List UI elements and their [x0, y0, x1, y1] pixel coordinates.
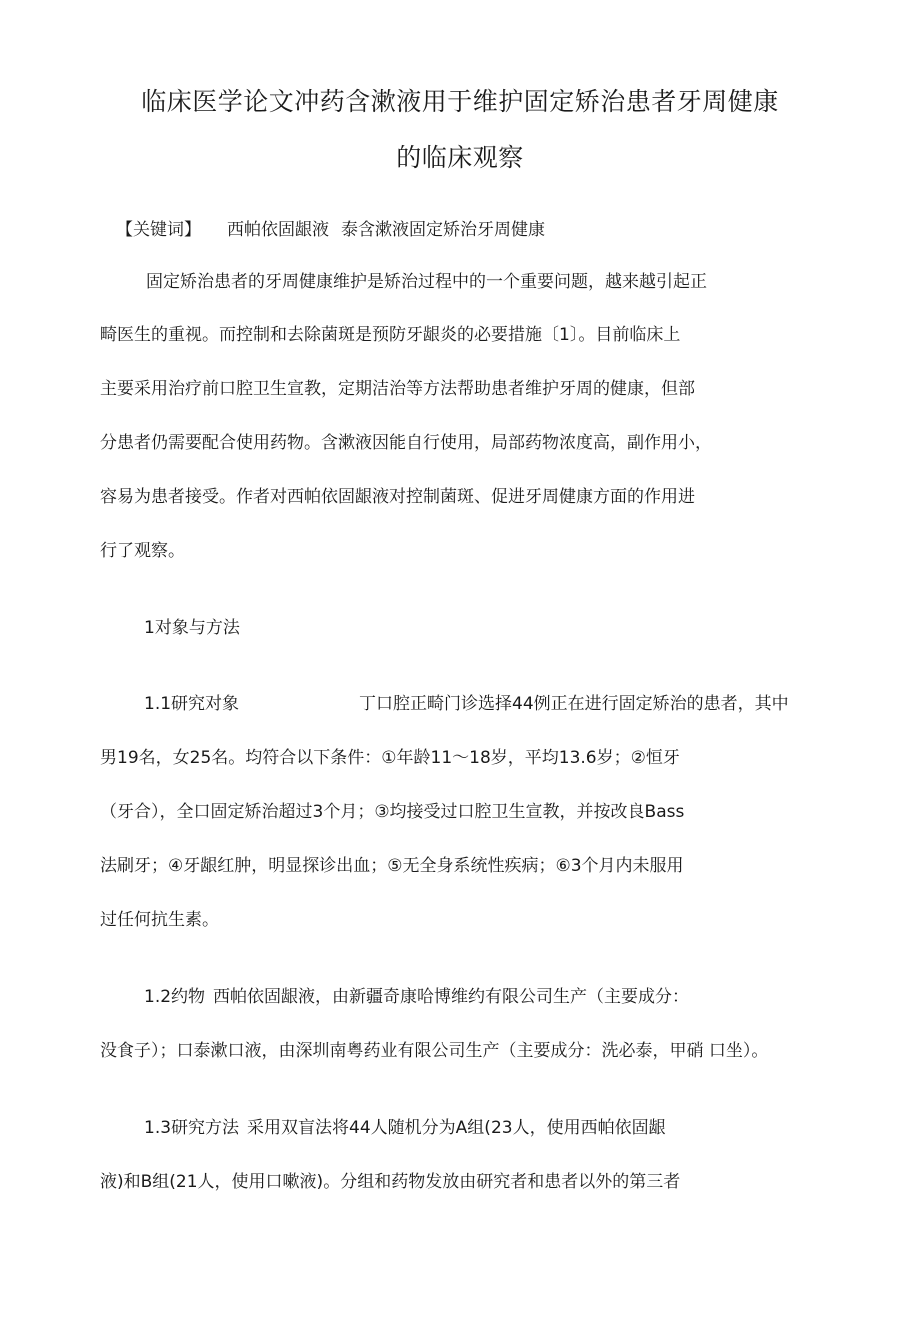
subsection-1-1-line: （牙合），全口固定矫治超过3个月；③均接受过口腔卫生宣教，并按改良Bass [100, 802, 685, 822]
keywords-terms-1: 西帕依固龈液 [227, 220, 329, 240]
subsection-1-2-text: 西帕依固龈液，由新疆奇康哈博维约有限公司生产（主要成分： [213, 987, 690, 1007]
intro-line: 行了观察。 [100, 541, 185, 561]
intro-line: 主要采用治疗前口腔卫生宣教，定期洁治等方法帮助患者维护牙周的健康，但部 [100, 379, 695, 399]
intro-line: 容易为患者接受。作者对西帕依固龈液对控制菌斑、促进牙周健康方面的作用进 [100, 487, 695, 507]
subsection-1-3-label: 1.3研究方法 [144, 1118, 240, 1138]
keywords-terms-2: 泰含漱液固定矫治牙周健康 [341, 220, 545, 240]
intro-line: 固定矫治患者的牙周健康维护是矫治过程中的一个重要问题，越来越引起正 [146, 272, 707, 292]
subsection-1-2-line: 没食子）；口泰漱口液，由深圳南粤药业有限公司生产（主要成分：洗必泰，甲硝 口坐）。 [100, 1041, 769, 1061]
subsection-1-2-first-line [144, 985, 689, 1009]
subsection-1-1-line: 法刷牙；④牙龈红肿，明显探诊出血；⑤无全身系统性疾病；⑥3个月内未服用 [100, 856, 684, 876]
intro-line: 畸医生的重视。而控制和去除菌斑是预防牙龈炎的必要措施〔1〕。目前临床上 [100, 325, 681, 345]
subsection-1-3-line: 液)和B组(21人，使用口嗽液)。分组和药物发放由研究者和患者以外的第三者 [100, 1172, 681, 1192]
subsection-1-1-line: 男19名，女25名。均符合以下条件：①年龄11～18岁，平均13.6岁；②恒牙 [100, 748, 680, 768]
title-line-2: 的临床观察 [396, 143, 524, 172]
section-heading: 1对象与方法 [144, 618, 240, 638]
subsection-1-1-text: 丁口腔正畸门诊选择44例正在进行固定矫治的患者，其中 [359, 694, 789, 714]
subsection-1-2-label: 1.2约物 [144, 987, 206, 1007]
keywords-label: 【关键词】 [116, 220, 201, 240]
subsection-1-1-line: 过任何抗生素。 [100, 910, 219, 930]
intro-line: 分患者仍需要配合使用药物。含漱液因能自行使用，局部药物浓度高，副作用小， [100, 433, 712, 453]
subsection-1-1-label: 1.1研究对象 [144, 694, 240, 714]
subsection-1-3-text: 采用双盲法将44人随机分为A组(23人，使用西帕依固龈 [247, 1118, 666, 1138]
keywords-line [116, 218, 545, 242]
subsection-1-1-first-line [144, 692, 789, 716]
title-line-1: 临床医学论文冲药含漱液用于维护固定矫治患者牙周健康 [141, 87, 779, 116]
subsection-1-3-first-line [144, 1116, 666, 1140]
